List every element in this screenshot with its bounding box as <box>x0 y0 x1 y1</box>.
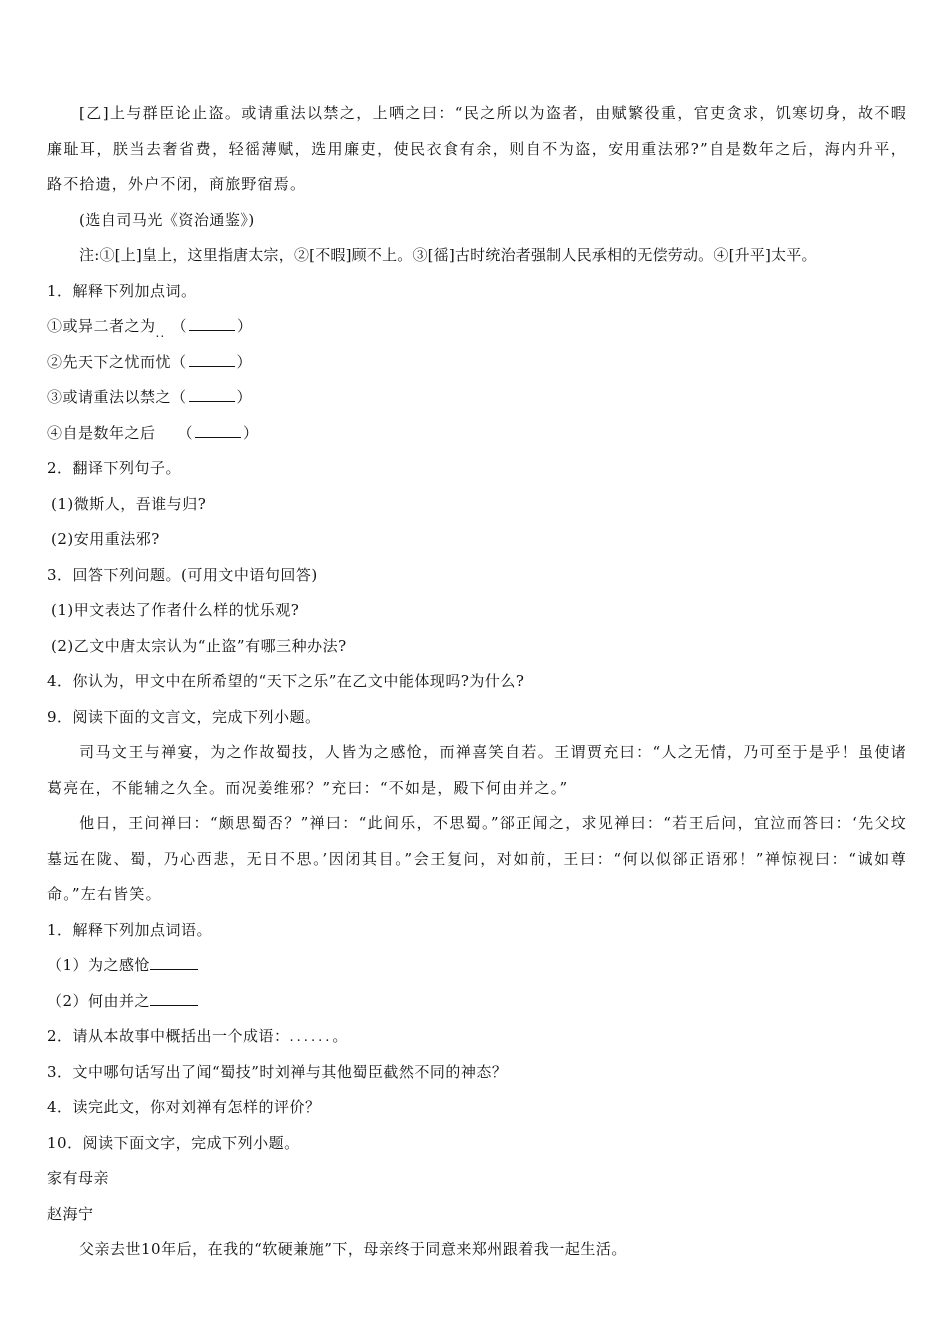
article-title: 家有母亲 <box>47 1169 110 1187</box>
q8-2-item-2: (2)安用重法邪? <box>51 530 160 548</box>
passage-source: (选自司马光《资治通鉴》) <box>79 210 255 229</box>
q9-1-item-1 <box>47 948 907 984</box>
q9-2-title <box>47 1019 907 1055</box>
q9-1-item-2 <box>47 984 907 1020</box>
paren-close: ） <box>243 423 259 442</box>
item-text: 或异二者之为 <box>62 317 156 335</box>
paren-open: （ <box>177 423 194 442</box>
item-marker: ③ <box>47 388 63 406</box>
q8-1-item-4 <box>47 416 907 452</box>
q9-paragraph-1 <box>47 735 907 806</box>
answer-blank[interactable] <box>150 991 198 1006</box>
answer-blank[interactable] <box>195 423 241 438</box>
item-text: 或请重法以禁之 <box>62 388 172 406</box>
paren-close: ） <box>237 317 253 335</box>
article-first-paragraph: 父亲去世10年后，在我的“软硬兼施”下，母亲终于同意来郑州跟着我一起生活。 <box>79 1240 627 1258</box>
q8-1-item-2 <box>47 345 907 381</box>
q9-1-title: 1．解释下列加点词语。 <box>47 920 213 939</box>
item-marker: ① <box>47 317 63 335</box>
document-page <box>47 96 907 1268</box>
answer-blank[interactable] <box>189 316 235 331</box>
passage-yi <box>47 96 907 203</box>
q8-4-title: 4．你认为，甲文中在所希望的“天下之乐”在乙文中能体现吗?为什么? <box>47 672 525 690</box>
item-marker: ④ <box>47 423 63 442</box>
paren-open: （ <box>171 352 187 371</box>
q8-3-item-1: (1)甲文表达了作者什么样的忧乐观? <box>51 601 300 619</box>
paren-close: ） <box>236 388 253 406</box>
q9-4-title: 4．读完此文，你对刘禅有怎样的评价？ <box>47 1098 321 1116</box>
paragraph-text: 他日，王问禅曰：“颇思蜀否？”禅曰：“此间乐，不思蜀。”郤正闻之，求见禅曰：“若王后问，宜泣而答曰：‘先父坟墓远在陇、蜀，乃心西悲，无日不思。’因闭其目。”会王复问，对如前，王曰：“何以似郤正语邪！”禅惊视曰：“诚如尊命。”左右皆笑。 <box>47 814 907 903</box>
item-text: 先天下之忧而忧 <box>62 352 172 371</box>
q8-1-title: 1．解释下列加点词。 <box>47 281 197 300</box>
passage-yi-text: [乙]上与群臣论止盗。或请重法以禁之，上哂之曰：“民之所以为盗者，由赋繁役重，官吏贪求，饥寒切身，故不暇廉耻耳，朕当去奢省费，轻徭薄赋，选用廉吏，使民衣食有余，则自不为盗，安用重法邪?”自是数年之后，海内升平，路不拾遗，外户不闭，商旅野宿焉。 <box>47 104 907 193</box>
paren-open: （ <box>171 317 188 335</box>
question-text: 2．请从本故事中概括出一个成语： <box>47 1027 290 1045</box>
q8-2-title: 2．翻译下列句子。 <box>47 459 182 477</box>
item-text: （2）何由并之 <box>47 991 151 1010</box>
paragraph-text: 司马文王与禅宴，为之作故蜀技，人皆为之感怆，而禅喜笑自若。王谓贾充曰：“人之无情，乃可至于是乎！虽使诸葛亮在，不能辅之久全。而况姜维邪？”充曰：“不如是，殿下何由并之。” <box>47 743 907 797</box>
answer-blank[interactable] <box>189 352 235 367</box>
item-text: 自是数年之后 <box>62 423 156 442</box>
q8-1-item-1 <box>47 309 907 345</box>
answer-blank[interactable] <box>189 387 235 402</box>
q9-3-title: 3．文中哪句话写出了闻“蜀技”时刘禅与其他蜀臣截然不同的神态？ <box>47 1062 508 1081</box>
q10-title: 10．阅读下面文字，完成下列小题。 <box>47 1133 300 1152</box>
period: 。 <box>332 1027 348 1045</box>
emphasis-dots: .. <box>155 326 166 340</box>
q8-2-item-1: (1)微斯人，吾谁与归? <box>51 494 207 513</box>
paren-open: （ <box>171 388 187 406</box>
item-text: （1）为之感怆 <box>47 956 151 974</box>
q8-3-item-2: (2)乙文中唐太宗认为“止盗”有哪三种办法? <box>51 636 347 655</box>
article-author: 赵海宁 <box>47 1204 94 1223</box>
paren-close: ） <box>236 352 253 371</box>
answer-blank[interactable] <box>150 955 198 970</box>
passage-notes: 注:①[上]皇上，这里指唐太宗，②[不暇]顾不上。③[徭]古时统治者强制人民承相的无偿劳动。④[升平]太平。 <box>79 246 817 264</box>
answer-dots[interactable]: ...... <box>289 1030 333 1045</box>
q8-3-title: 3．回答下列问题。(可用文中语句回答) <box>47 565 318 584</box>
q9-paragraph-2 <box>47 806 907 913</box>
q9-title: 9．阅读下面的文言文，完成下列小题。 <box>47 707 321 726</box>
item-marker: ② <box>47 352 63 371</box>
q8-1-item-3 <box>47 380 907 416</box>
